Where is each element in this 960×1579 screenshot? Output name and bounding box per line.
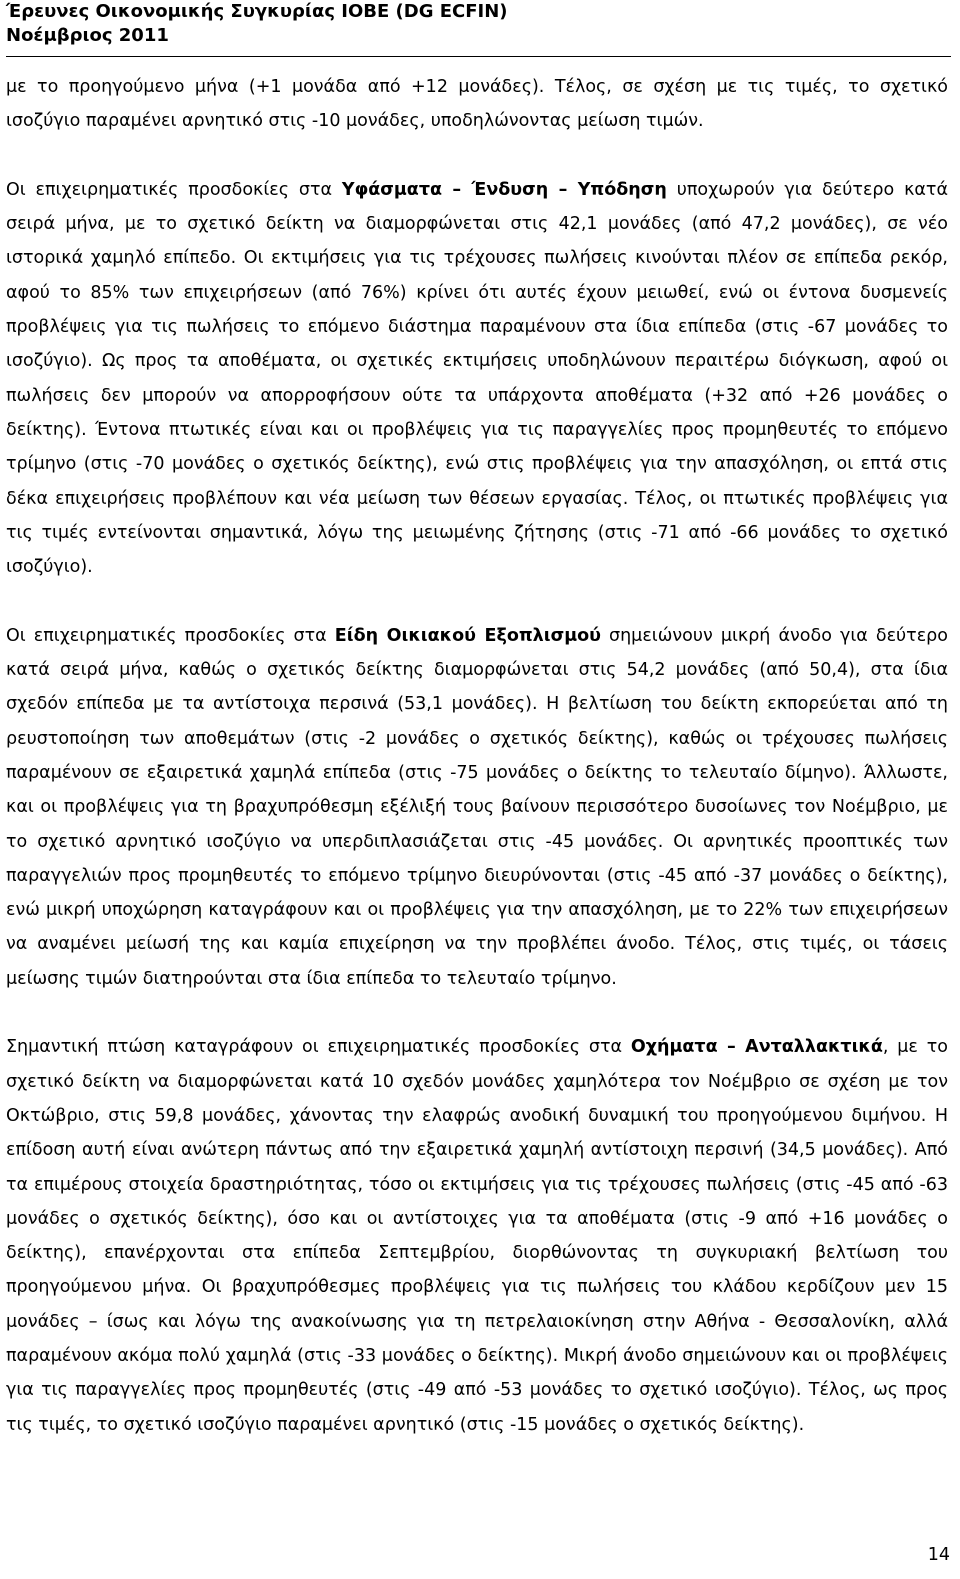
sector-household-heading: Είδη Οικιακού Εξοπλισμού xyxy=(334,625,601,646)
paragraph-vehicles-text: , με το σχετικό δείκτη να διαμορφώνεται κατά 10 σχεδόν μονάδες χαμηλότερα τον Νοέμβριο σε σχέση με τον Οκτώβριο, στις 59,8 μονάδες, χάνοντας την ελαφρώς ανοδική δυναμική του προηγούμενου διμήνου. Η επίδοση αυτή είναι ανώτερη πάντως από την εξαιρετικά χαμηλή αντίστοιχη περσινή (34,5 μονάδες). Από τα επιμέρους στοιχεία δραστηριότητας, τόσο οι εκτιμήσεις για τις τρέχουσες πωλήσεις (στις -45 από -63 μονάδες ο σχετικός δείκτης), όσο και οι αντίστοιχες για τα αποθέματα (στις -9 από +16 μονάδες ο δείκτης), επανέρχονται στα επίπεδα Σεπτεμβρίου, διορθώνοντας τη συγκυριακή βελτίωση του προηγούμενου μήνα. Οι βραχυπρόθεσμες προβλέψεις για τις πωλήσεις του κλάδου κερδίζουν μεν 15 μονάδες – ίσως και λόγω της ανακοίνωσης για τη πετρελαιοκίνηση στην Αθήνα - Θεσσαλονίκη, αλλά παραμένουν ακόμα πολύ χαμηλά (στις -33 μονάδες ο δείκτης). Μικρή άνοδο σημειώνουν και οι προβλέψεις για τις παραγγελίες προς προμηθευτές (στις -49 από -53 μονάδες το σχετικό ισοζύγιο). Τέλος, ως προς τις τιμές, το σχετικό ισοζύγιο παραμένει αρνητικό (στις -15 μονάδες ο σχετικός δείκτης). xyxy=(6,1037,948,1435)
sector-vehicles-heading: Οχήματα – Ανταλλακτικά xyxy=(630,1037,883,1058)
document-body xyxy=(6,70,948,1442)
page-header xyxy=(6,0,946,48)
paragraph-textiles-intro: Οι επιχειρηματικές προσδοκίες στα xyxy=(6,179,342,200)
paragraph-vehicles xyxy=(6,1030,948,1442)
header-rule xyxy=(6,56,951,57)
paragraph-vehicles-intro: Σημαντική πτώση καταγράφουν οι επιχειρηματικές προσδοκίες στα xyxy=(6,1037,631,1058)
sector-textiles-heading: Υφάσματα – Ένδυση – Υπόδηση xyxy=(341,179,667,200)
paragraph-1-text: με το προηγούμενο μήνα (+1 μονάδα από +12 μονάδες). Τέλος, σε σχέση με τις τιμές, το σχετικό ισοζύγιο παραμένει αρνητικό στις -10 μονάδες, υποδηλώνοντας μείωση τιμών. xyxy=(6,77,948,132)
paragraph-household-text: σημειώνουν μικρή άνοδο για δεύτερο κατά σειρά μήνα, καθώς ο σχετικός δείκτης διαμορφώνεται στις 54,2 μονάδες (από 50,4), στα ίδια σχεδόν επίπεδα με τα αντίστοιχα περσινά (53,1 μονάδες). Η βελτίωση του δείκτη εκπορεύεται από τη ρευστοποίηση των αποθεμάτων (στις -2 μονάδες ο σχετικός δείκτης), καθώς οι τρέχουσες πωλήσεις παραμένουν σε εξαιρετικά χαμηλά επίπεδα (στις -75 μονάδες ο δείκτης το τελευταίο δίμηνο). Άλλωστε, και οι προβλέψεις για τη βραχυπρόθεσμη εξέλιξή τους βαίνουν περισσότερο δυσοίωνες τον Νοέμβριο, με το σχετικό αρνητικό ισοζύγιο να υπερδιπλασιάζεται στις -45 μονάδες. Οι αρνητικές προοπτικές των παραγγελιών προς προμηθευτές το επόμενο τρίμηνο διευρύνονται (στις -45 από -37 μονάδες ο δείκτης), ενώ μικρή υποχώρηση καταγράφουν και οι προβλέψεις για την απασχόληση, με το 22% των επιχειρήσεων να αναμένει μείωσή της και καμία επιχείρηση να την προβλέπει άνοδο. Τέλος, στις τιμές, οι τάσεις μείωσης τιμών διατηρούνται στα ίδια επίπεδα το τελευταίο τρίμηνο. xyxy=(6,625,948,989)
paragraph-household-intro: Οι επιχειρηματικές προσδοκίες στα xyxy=(6,625,335,646)
paragraph-textiles xyxy=(6,173,948,585)
paragraph-1 xyxy=(6,70,948,139)
header-date: Νοέμβριος 2011 xyxy=(6,25,169,46)
paragraph-household xyxy=(6,619,948,996)
paragraph-textiles-text: υποχωρούν για δεύτερο κατά σειρά μήνα, με το σχετικό δείκτη να διαμορφώνεται στις 42,1 μονάδες (από 47,2 μονάδες), σε νέο ιστορικά χαμηλό επίπεδο. Οι εκτιμήσεις για τις τρέχουσες πωλήσεις κινούνται πλέον σε επίπεδα ρεκόρ, αφού το 85% των επιχειρήσεων (από 76%) κρίνει ότι αυτές έχουν μειωθεί, ενώ οι έντονα δυσμενείς προβλέψεις για τις πωλήσεις το επόμενο διάστημα παραμένουν στα ίδια επίπεδα (στις -67 μονάδες το ισοζύγιο). Ως προς τα αποθέματα, οι σχετικές εκτιμήσεις υποδηλώνουν περαιτέρω διόγκωση, αφού οι πωλήσεις δεν μπορούν να απορροφήσουν ούτε τα υπάρχοντα αποθέματα (+32 από +26 μονάδες ο δείκτης). Έντονα πτωτικές είναι και οι προβλέψεις για τις παραγγελίες προς προμηθευτές το επόμενο τρίμηνο (στις -70 μονάδες ο σχετικός δείκτης), ενώ στις προβλέψεις για την απασχόληση, οι επτά στις δέκα επιχειρήσεις προβλέπουν και νέα μείωση των θέσεων εργασίας. Τέλος, οι πτωτικές προβλέψεις για τις τιμές εντείνονται σημαντικά, λόγω της μειωμένης ζήτησης (στις -71 από -66 μονάδες το σχετικό ισοζύγιο). xyxy=(6,179,948,578)
header-title: Έρευνες Οικονομικής Συγκυρίας ΙΟΒΕ (DG ECFIN) xyxy=(6,1,508,22)
page-number: 14 xyxy=(927,1545,950,1565)
